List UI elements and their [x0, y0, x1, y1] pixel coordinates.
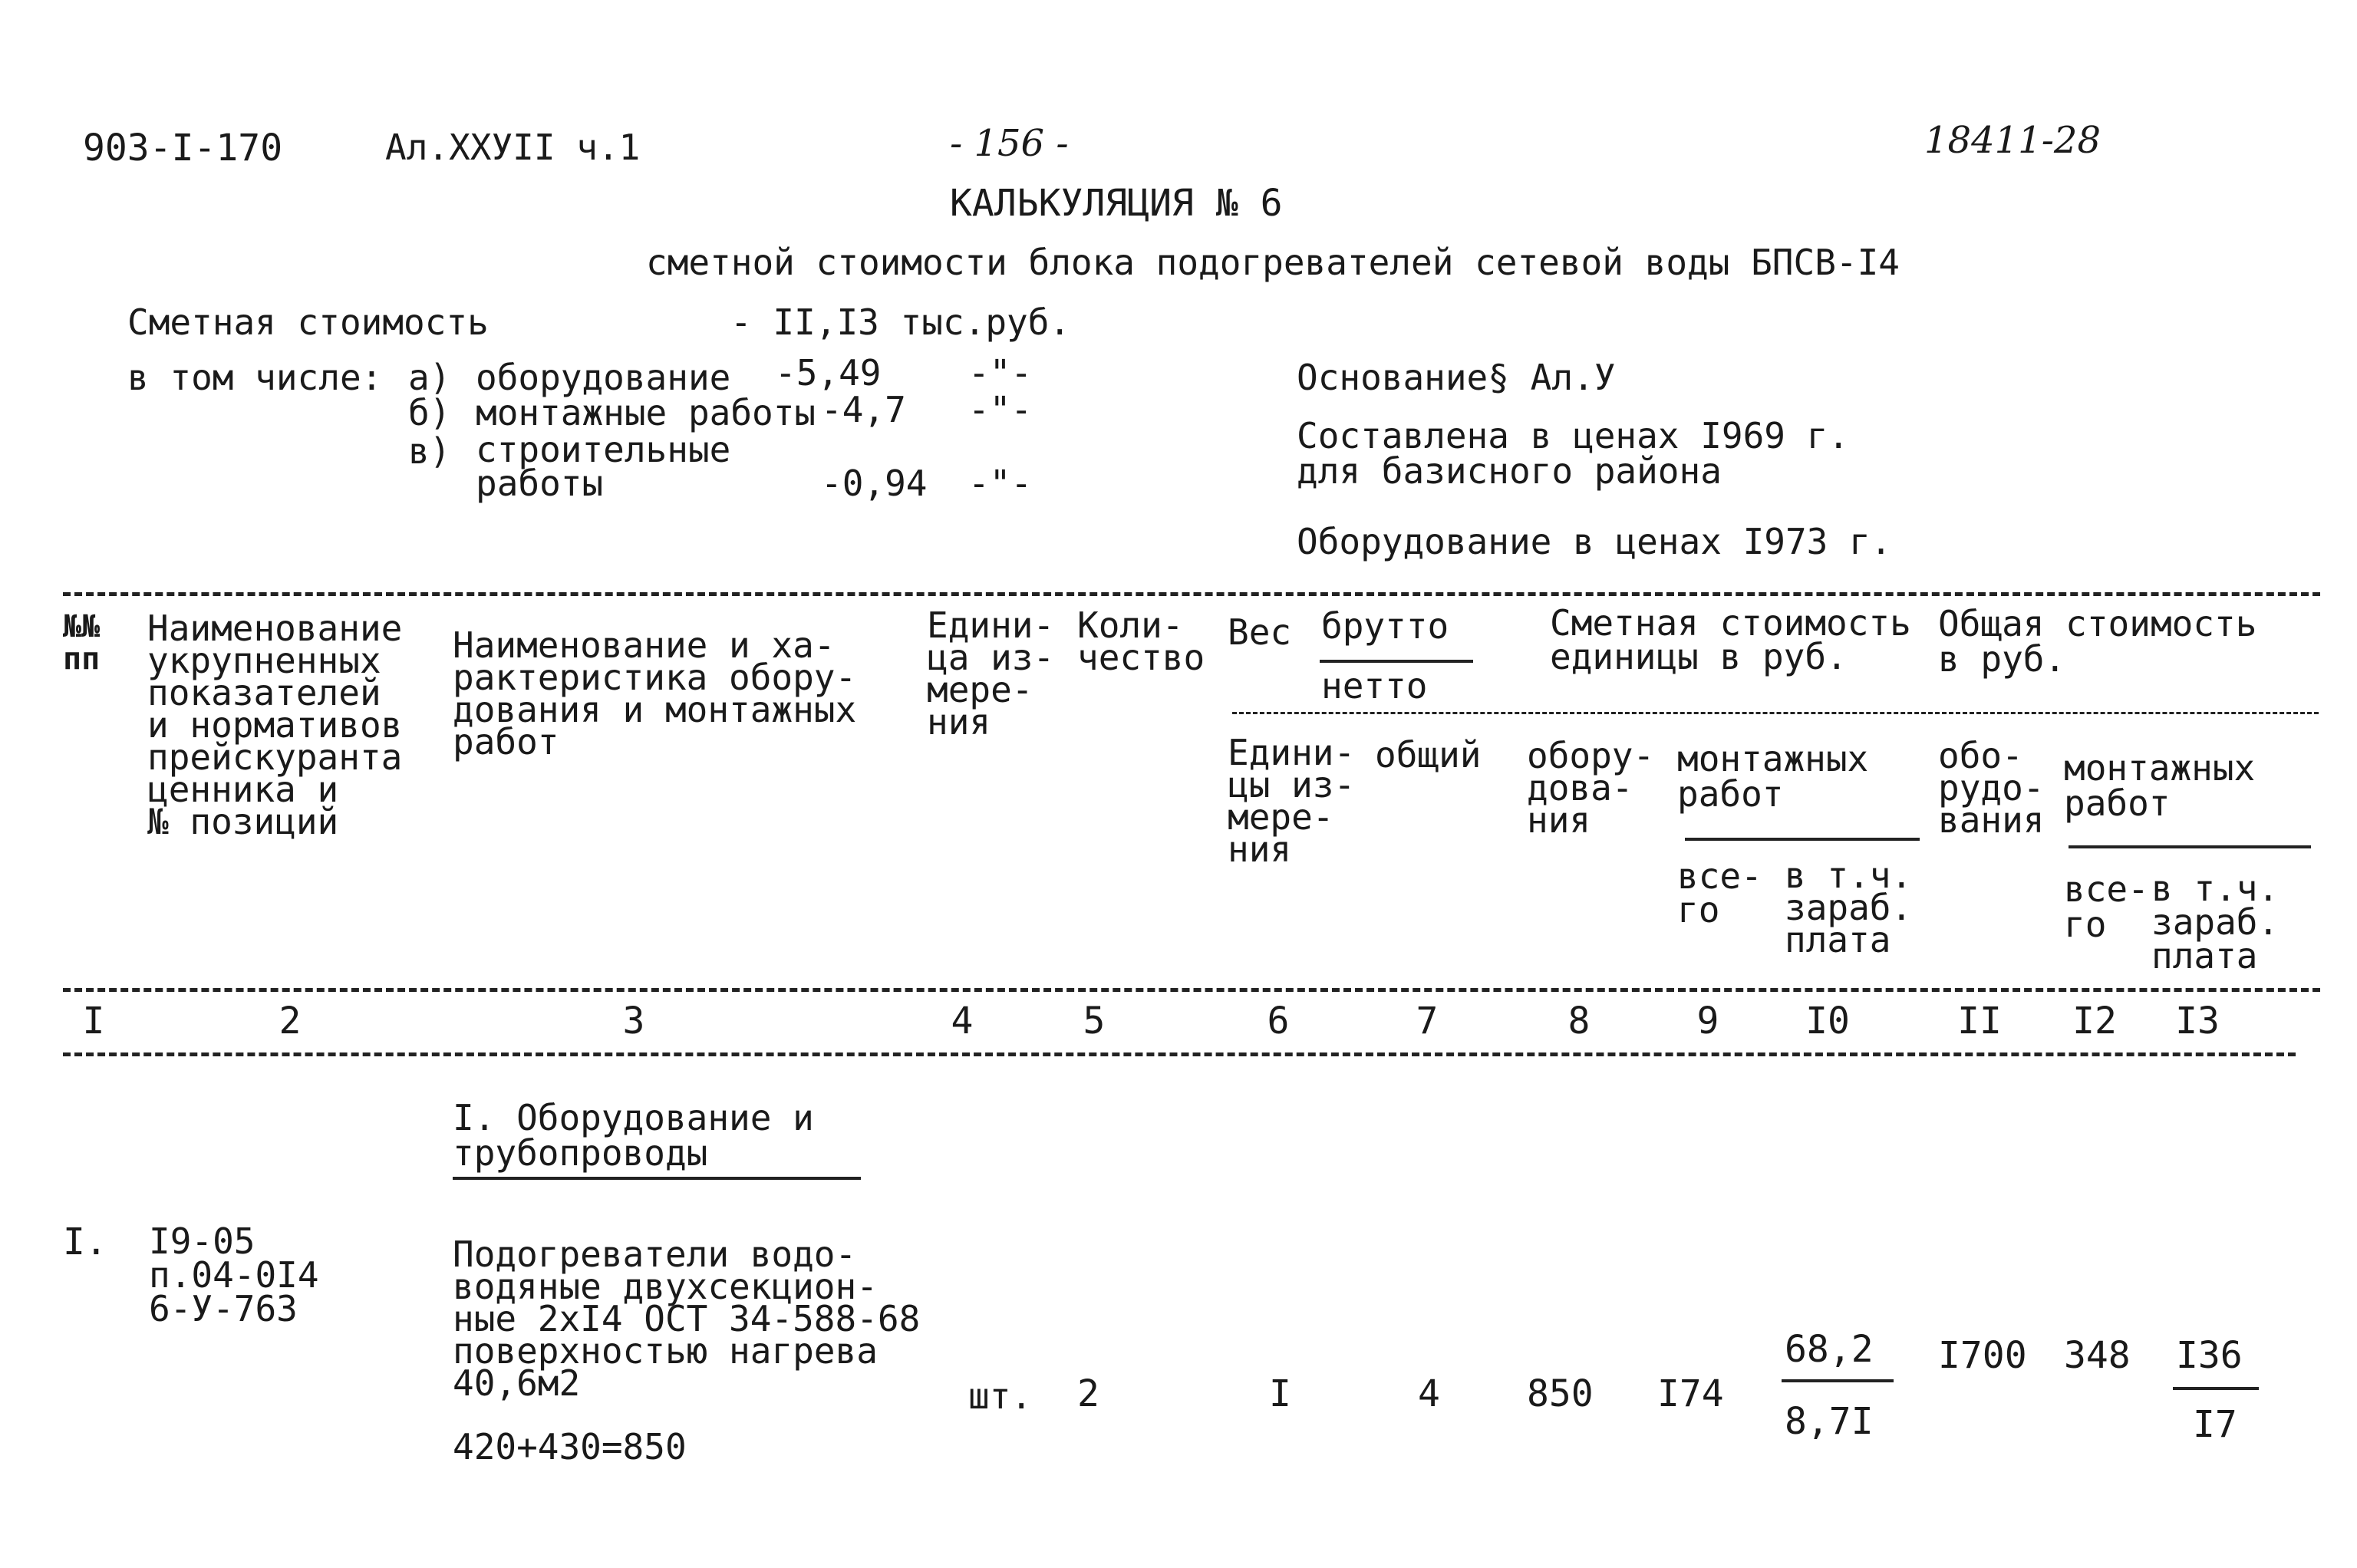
row-total-mount-total: 348 — [2064, 1334, 2131, 1377]
section-title-underline — [453, 1177, 861, 1180]
row-description: Подогреватели водо- водяные двухсекцион- ные 2хI4 ОСТ 34-588-68 поверхностью нагрева 40,6м2 — [453, 1234, 921, 1404]
column-number: I2 — [2072, 1000, 2117, 1043]
row-unit-mount-wage-bottom: 8,7I — [1785, 1400, 1874, 1443]
col-header-quantity: Коли- чество — [1077, 604, 1205, 678]
col-header-unit-mounting: монтажных работ — [1677, 738, 1869, 815]
col-header-description: Наименование и ха- рактеристика обору- дования и монтажных работ — [453, 624, 857, 763]
row-quantity: 2 — [1077, 1372, 1099, 1415]
header-bottom-rule — [63, 988, 2320, 992]
row-indicator-code: I9-05 п.04-0I4 6-У-763 — [149, 1220, 319, 1329]
header-sub-rule — [1232, 712, 2319, 714]
including-label: в том числе: — [127, 357, 383, 398]
col-header-total-mounting: монтажных работ — [2064, 747, 2256, 824]
col-header-brutto: брутто — [1321, 605, 1449, 647]
brutto-underline — [1320, 660, 1473, 663]
basis-note: Основание§ Ал.У — [1297, 357, 1616, 398]
price-basis-line1: Составлена в ценах I969 г. — [1297, 415, 1850, 456]
document-title: КАЛЬКУЛЯЦИЯ № 6 — [950, 182, 1283, 225]
row-unit-equipment: 850 — [1527, 1372, 1594, 1415]
summary-item-name: строительные работы — [476, 429, 731, 504]
column-number: 3 — [622, 1000, 645, 1043]
col-header-unit-equipment: обору- дова- ния — [1527, 735, 1655, 841]
row-weight-total: 4 — [1418, 1372, 1440, 1415]
col-header-total-mount-total: все- го — [2064, 868, 2149, 945]
summary-item-value: -0,94 — [821, 463, 928, 504]
total-cost-value: - II,I3 тыс.руб. — [730, 301, 1071, 343]
summary-item-name: монтажные работы — [476, 392, 816, 433]
column-number: 9 — [1696, 1000, 1719, 1043]
total-cost-label: Сметная стоимость — [127, 301, 489, 343]
summary-item-value: -5,49 — [775, 352, 882, 394]
row-price-calc: 420+430=850 — [453, 1426, 687, 1468]
summary-item-value: -4,7 — [821, 389, 906, 430]
row-unit-mount-wage-top: 68,2 — [1785, 1328, 1874, 1371]
document-subtitle: сметной стоимости блока подогревателей сетевой воды БПСВ-I4 — [646, 242, 1900, 283]
summary-item-unit: -"- — [968, 463, 1033, 504]
doc-code: 903-I-170 — [83, 127, 283, 170]
col-header-total-equipment: обо- рудо- вания — [1938, 735, 2045, 841]
row-unit: шт. — [968, 1375, 1033, 1417]
section-title: I. Оборудование и трубопроводы — [453, 1097, 814, 1174]
col-header-indicator: Наименование укрупненных показателей и нормативов прейскуранта ценника и № позиций — [147, 608, 403, 842]
summary-item-letter: в) — [408, 430, 451, 472]
fraction-bar — [1782, 1379, 1894, 1382]
col-header-unit-mount-total: все- го — [1677, 855, 1762, 931]
summary-item-letter: б) — [408, 392, 451, 433]
col-header-weight-total: общий — [1375, 734, 1482, 776]
col-header-weight: Вес — [1228, 611, 1292, 653]
row-unit-mount-total: I74 — [1657, 1372, 1724, 1415]
col-header-weight-unit: Едини- цы из- мере- ния — [1228, 732, 1356, 870]
column-numbers-rule — [63, 1052, 2296, 1056]
page-number: - 156 - — [950, 122, 1069, 165]
column-number: I3 — [2175, 1000, 2220, 1043]
column-number: 5 — [1083, 1000, 1106, 1043]
column-number: 8 — [1567, 1000, 1591, 1043]
column-number: 2 — [279, 1000, 302, 1043]
row-total-mount-wage-top: I36 — [2176, 1334, 2243, 1377]
column-number: 4 — [951, 1000, 974, 1043]
col-header-unit-mount-wage: в т.ч. зараб. плата — [1785, 855, 1913, 960]
equipment-price-basis: Оборудование в ценах I973 г. — [1297, 521, 1892, 562]
col-header-netto: нетто — [1321, 665, 1428, 707]
sheet-code: 18411-28 — [1924, 119, 2101, 162]
column-number: 6 — [1267, 1000, 1290, 1043]
total-mount-underline — [2069, 845, 2311, 848]
col-header-unit: Едини- ца из- мере- ния — [927, 604, 1055, 743]
fraction-bar — [2173, 1387, 2259, 1390]
column-number: 7 — [1416, 1000, 1439, 1043]
album-ref: Ал.XXУII ч.1 — [385, 127, 641, 168]
row-total-equipment: I700 — [1938, 1334, 2027, 1377]
row-weight-unit: I — [1269, 1372, 1291, 1415]
col-header-total-mount-wage: в т.ч. зараб. плата — [2151, 868, 2280, 977]
summary-item-name: оборудование — [476, 357, 731, 398]
price-basis-line2: для базисного района — [1297, 450, 1722, 492]
col-header-total-cost: Общая стоимость в руб. — [1938, 603, 2257, 680]
summary-item-letter: а) — [408, 357, 451, 398]
col-header-number: №№ пп — [63, 609, 101, 677]
column-number: II — [1957, 1000, 2002, 1043]
column-number: I — [82, 1000, 105, 1043]
unit-mount-underline — [1685, 838, 1920, 841]
summary-item-unit: -"- — [968, 352, 1033, 394]
table-top-rule — [63, 592, 2320, 596]
summary-item-unit: -"- — [968, 389, 1033, 430]
row-total-mount-wage-bottom: I7 — [2193, 1403, 2237, 1446]
column-number: I0 — [1805, 1000, 1850, 1043]
row-number: I. — [63, 1220, 107, 1263]
col-header-unit-cost: Сметная стоимость единицы в руб. — [1550, 602, 1911, 677]
